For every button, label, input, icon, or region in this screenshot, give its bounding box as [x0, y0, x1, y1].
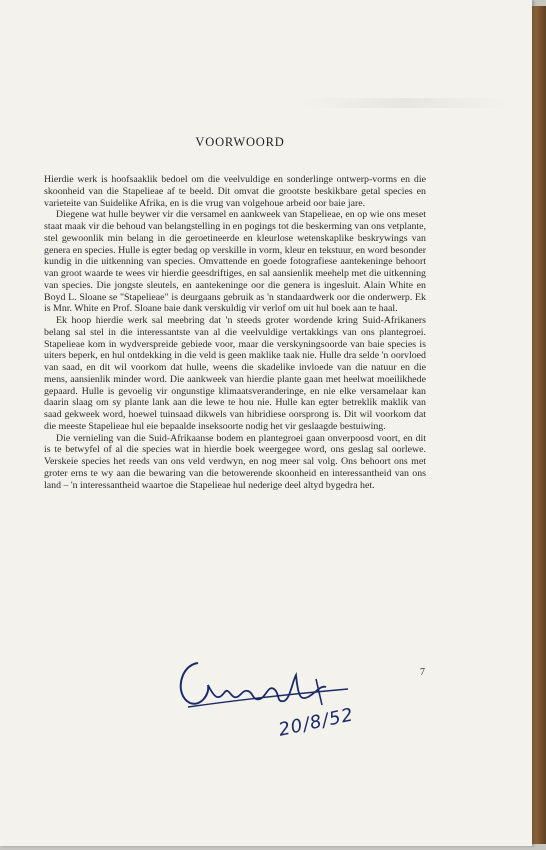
book-edge — [530, 6, 546, 844]
paragraph: Diegene wat hulle beywer vir die versamel en aankweek van Stapelieae, en op wie ons meset staat maak vir die behoud van belangstelling in en pogings tot die beskerming van ons vetplante, stel gewoonlik min belang in die geroetineerde en kleurlose wetenskaplike beskrywings van genera en species. Hulle is egter bedag op verskille in vorm, kleur en tekstuur, en word besonder kundig in die uitkenning van species. Omvattende en goede fotografiese aantekeninge behoort van groot waarde te wees vir hierdie geesdriftiges, en sal aansienlik meehelp met die uitkenning van species. Die jongste sleutels, en aantekeninge oor die genera is ingesluit. Alain White en Boyd L. Sloane se "Stapelieae" is deurgaans gebruik as 'n standaardwerk oor die onderwerp. Ek is Mnr. White en Prof. Sloane baie dank verskuldig vir verlof om uit hul boek aan te haal. — [44, 209, 426, 315]
bleed-through — [300, 98, 510, 108]
paragraph: Ek hoop hierdie werk sal meebring dat 'n steeds groter wordende kring Suid-Afrikaners belang sal stel in die interessantste van al die veelvuldige vertakkings van ons plantegroei. Stapelieae kom in wydverspreide gebiede voor, maar die verskyningsoorde van baie species is uiters beperk, en hul ontdekking in die veld is geen maklike taak nie. Hulle dra selde 'n oorvloed van saad, en dit wil voorkom dat hulle, weens die skadelike invloede van die natuur en die mens, aansienlik minder word. Die aankweek van hierdie plante gaan met heelwat moeilikhede gepaard. Hulle is gevoelig vir ongunstige klimaatsveranderinge, en nie elke versamelaar kan daarin slaag om sy plante lank aan die lewe te hou nie. Hulle kan egter betreklik maklik van saad gekweek word, hoewel tuinsaad dikwels van hibridiese oorsprong is. Dit wil voorkom dat die meeste Stapelieae hul eie bepaalde inseksoorte nodig het vir geslaagde bestuiwing. — [44, 315, 426, 432]
foreword-text — [44, 174, 426, 491]
handwritten-signature — [170, 655, 400, 765]
paragraph: Hierdie werk is hoofsaaklik bedoel om die veelvuldige en sonderlinge ontwerp-vorms en die skoonheid van die Stapelieae af te beeld. Dit omvat die grootste beskikbare getal species en varieteite van Suidelike Afrika, en is die vrug van volgehoue arbeid oor baie jare. — [44, 174, 426, 209]
page-title: VOORWOORD — [195, 135, 285, 149]
paragraph: Die vernieling van die Suid-Afrikaanse bodem en plantegroei gaan onverpoosd voort, en dit is te betwyfel of al die species wat in hierdie boek weergegee word, ons geslag sal oorlewe. Verskeie species het reeds van ons veld verdwyn, en nog meer sal volg. Ons behoort ons met groter erns te wy aan die bewaring van die betowerende skoonheid en interessantheid van ons land – 'n interessantheid waartoe die Stapelieae hul nederige deel altyd bygedra het. — [44, 432, 426, 491]
page-number: 7 — [420, 667, 425, 678]
signature-date: 20/8/52 — [276, 704, 356, 741]
